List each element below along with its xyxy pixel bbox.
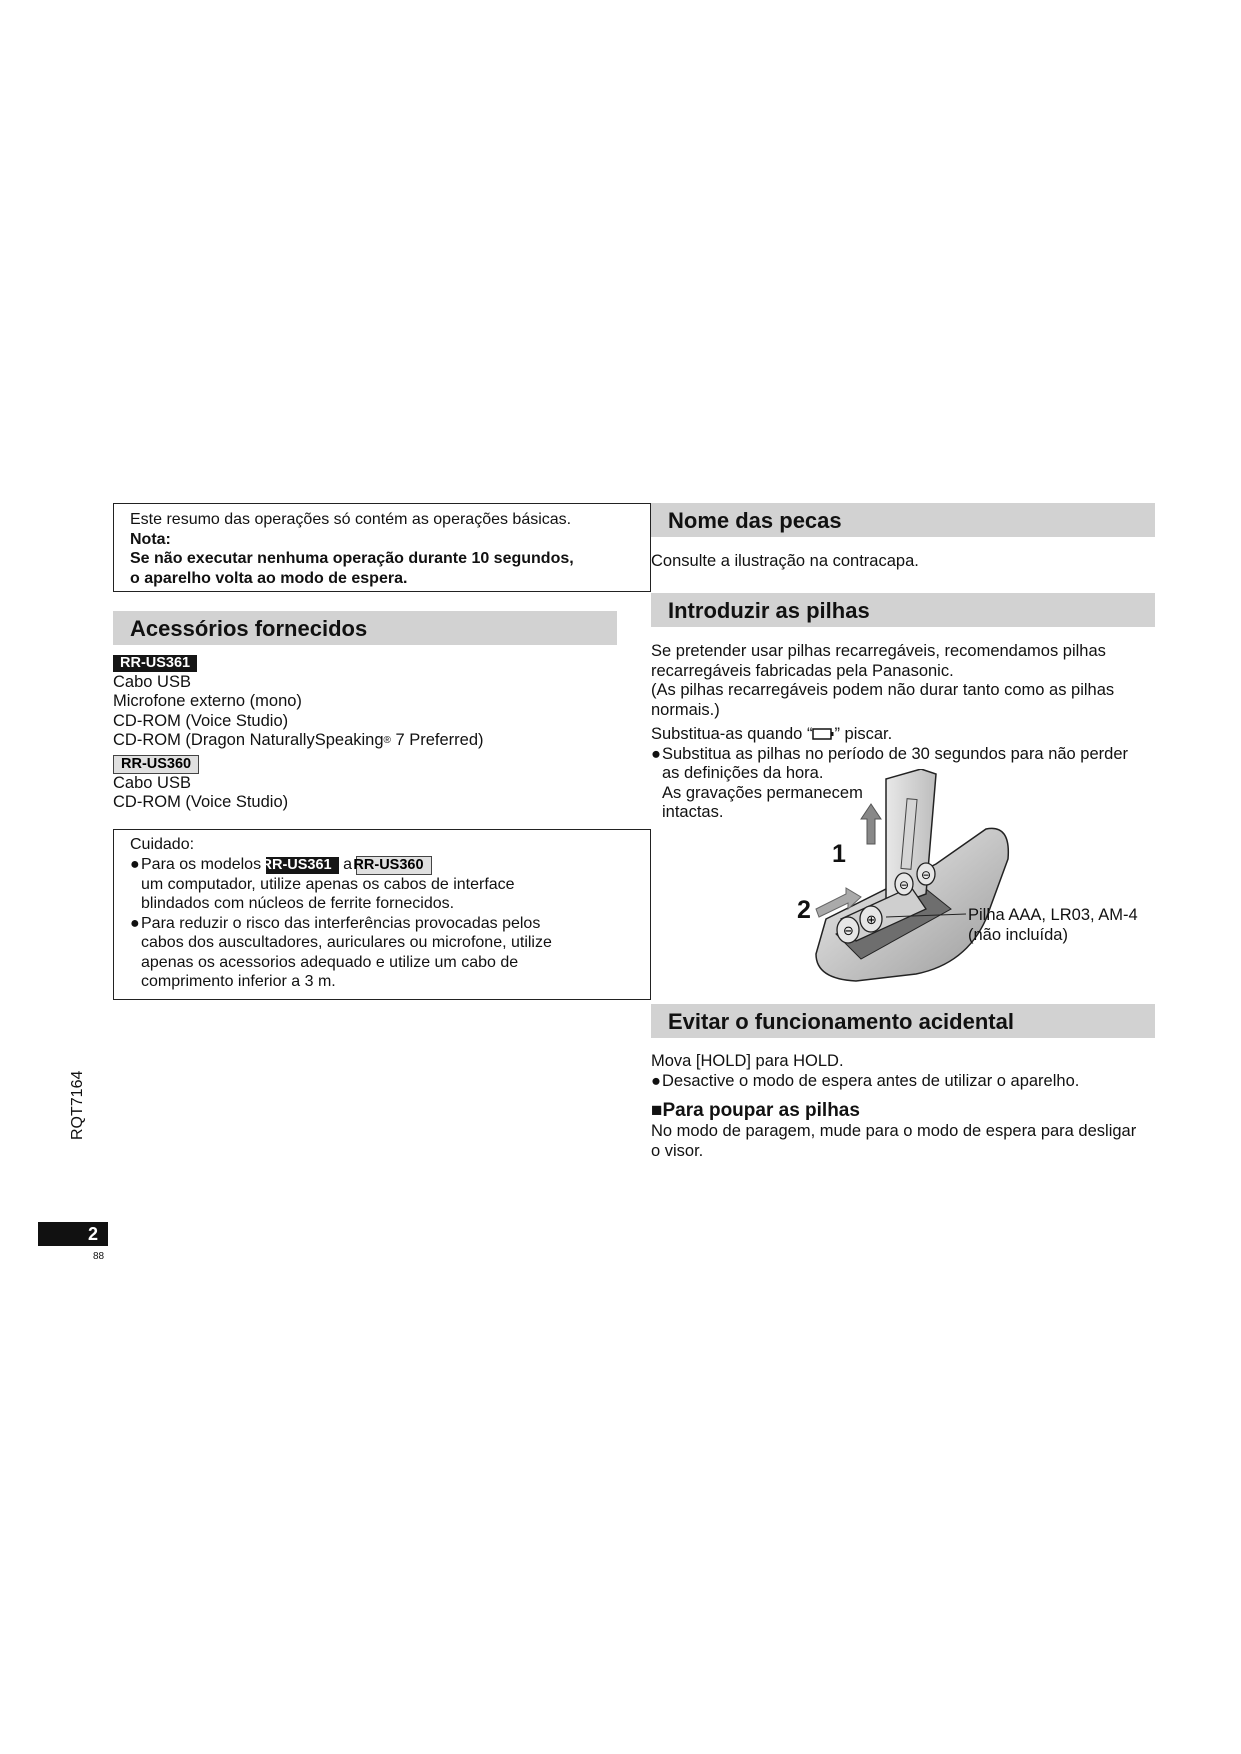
accessory-item: CD-ROM (Voice Studio) bbox=[113, 711, 289, 730]
model-badge-rr-us361: RR-US361 bbox=[266, 857, 339, 874]
caution-bullet-2: ●Para reduzir o risco das interferências provocadas pelos bbox=[130, 914, 541, 932]
caution-bullet-2-cont: cabos dos auscultadores, auriculares ou microfone, utilize apenas os acessorios adequado e utilize um cabo de comprimento inferior a 3 m. bbox=[141, 934, 552, 990]
page-number-small: 88 bbox=[93, 1251, 105, 1262]
parts-text: Consulte a ilustração na contracapa. bbox=[651, 552, 919, 570]
accessories-heading: Acessórios fornecidos bbox=[113, 611, 617, 645]
intro-box bbox=[113, 503, 651, 592]
intro-text: Este resumo das operações só contém as operações básicas. bbox=[130, 511, 572, 528]
caution-box bbox=[113, 829, 651, 1000]
bullet-icon: ● bbox=[130, 855, 140, 873]
svg-text:⊕: ⊕ bbox=[866, 913, 877, 928]
batteries-text: Se pretender usar pilhas recarregáveis, recomendamos pilhas recarregáveis fabricadas pela Panasonic. (As pilhas recarregáveis podem não durar tanto como as pilhas normais.) Substitua-as quando “ ” piscar. ●Substitua as pilhas no período de 30 segundos para não perder as definições da hora. As gravações permanecem intactas. bbox=[651, 642, 1155, 823]
model-badge-rr-us360: RR-US360 bbox=[113, 755, 199, 774]
save-battery-subheading: ■Para poupar as pilhas bbox=[651, 1100, 860, 1121]
accessory-item: Cabo USB bbox=[113, 672, 191, 691]
parts-heading: Nome das pecas bbox=[651, 503, 1155, 537]
batteries-bullet: ●Substitua as pilhas no período de 30 segundos para não perder bbox=[651, 744, 1129, 763]
replace-line: Substitua-as quando “ ” piscar. bbox=[651, 725, 893, 743]
accessory-item: Microfone externo (mono) bbox=[113, 692, 302, 710]
page-number: 2 bbox=[38, 1222, 108, 1246]
bullet-icon: ● bbox=[651, 744, 661, 763]
note-line-2: o aparelho volta ao modo de espera. bbox=[130, 569, 408, 587]
note-line-1: Se não executar nenhuma operação durante 10 segundos, bbox=[130, 550, 574, 567]
bullet-icon: ● bbox=[130, 914, 140, 932]
svg-text:⊖: ⊖ bbox=[843, 924, 854, 939]
accessory-item: CD-ROM (Voice Studio) bbox=[113, 793, 289, 811]
battery-insertion-illustration bbox=[786, 769, 1026, 989]
model-badge-rr-us360: RR-US360 bbox=[356, 856, 431, 875]
hold-text: Mova [HOLD] para HOLD. ●Desactive o modo de espera antes de utilizar o aparelho. ■Para poupar as pilhas No modo de paragem, mude para o modo de espera para desligar o visor. bbox=[651, 1052, 1155, 1161]
step-2-label: 2 bbox=[797, 896, 811, 924]
svg-text:⊖: ⊖ bbox=[899, 878, 910, 892]
caution-bullet-1: ●Para os modelos RR-US361 a RR-US360 bbox=[130, 855, 634, 875]
accessory-item-dragon: CD-ROM (Dragon NaturallySpeaking® 7 Preferred) bbox=[113, 731, 484, 749]
battery-callout: Pilha AAA, LR03, AM-4 (não incluída) bbox=[968, 906, 1138, 944]
svg-text:⊖: ⊖ bbox=[921, 868, 932, 882]
accessory-item: Cabo USB bbox=[113, 773, 191, 792]
accessories-list bbox=[113, 653, 617, 813]
batteries-heading: Introduzir as pilhas bbox=[651, 593, 1155, 627]
note-label: Nota: bbox=[130, 530, 171, 548]
step-1-label: 1 bbox=[832, 840, 846, 868]
bullet-icon: ● bbox=[651, 1071, 661, 1090]
model-badge-rr-us361: RR-US361 bbox=[113, 655, 197, 672]
document-code: RQT7164 bbox=[69, 1070, 86, 1140]
battery-icon bbox=[812, 727, 834, 741]
caution-label: Cuidado: bbox=[130, 836, 195, 853]
hold-heading: Evitar o funcionamento acidental bbox=[651, 1004, 1155, 1038]
caution-bullet-1-cont: um computador, utilize apenas os cabos de interface blindados com núcleos de ferrite fornecidos. bbox=[141, 875, 515, 912]
square-bullet-icon: ■ bbox=[651, 1100, 663, 1121]
